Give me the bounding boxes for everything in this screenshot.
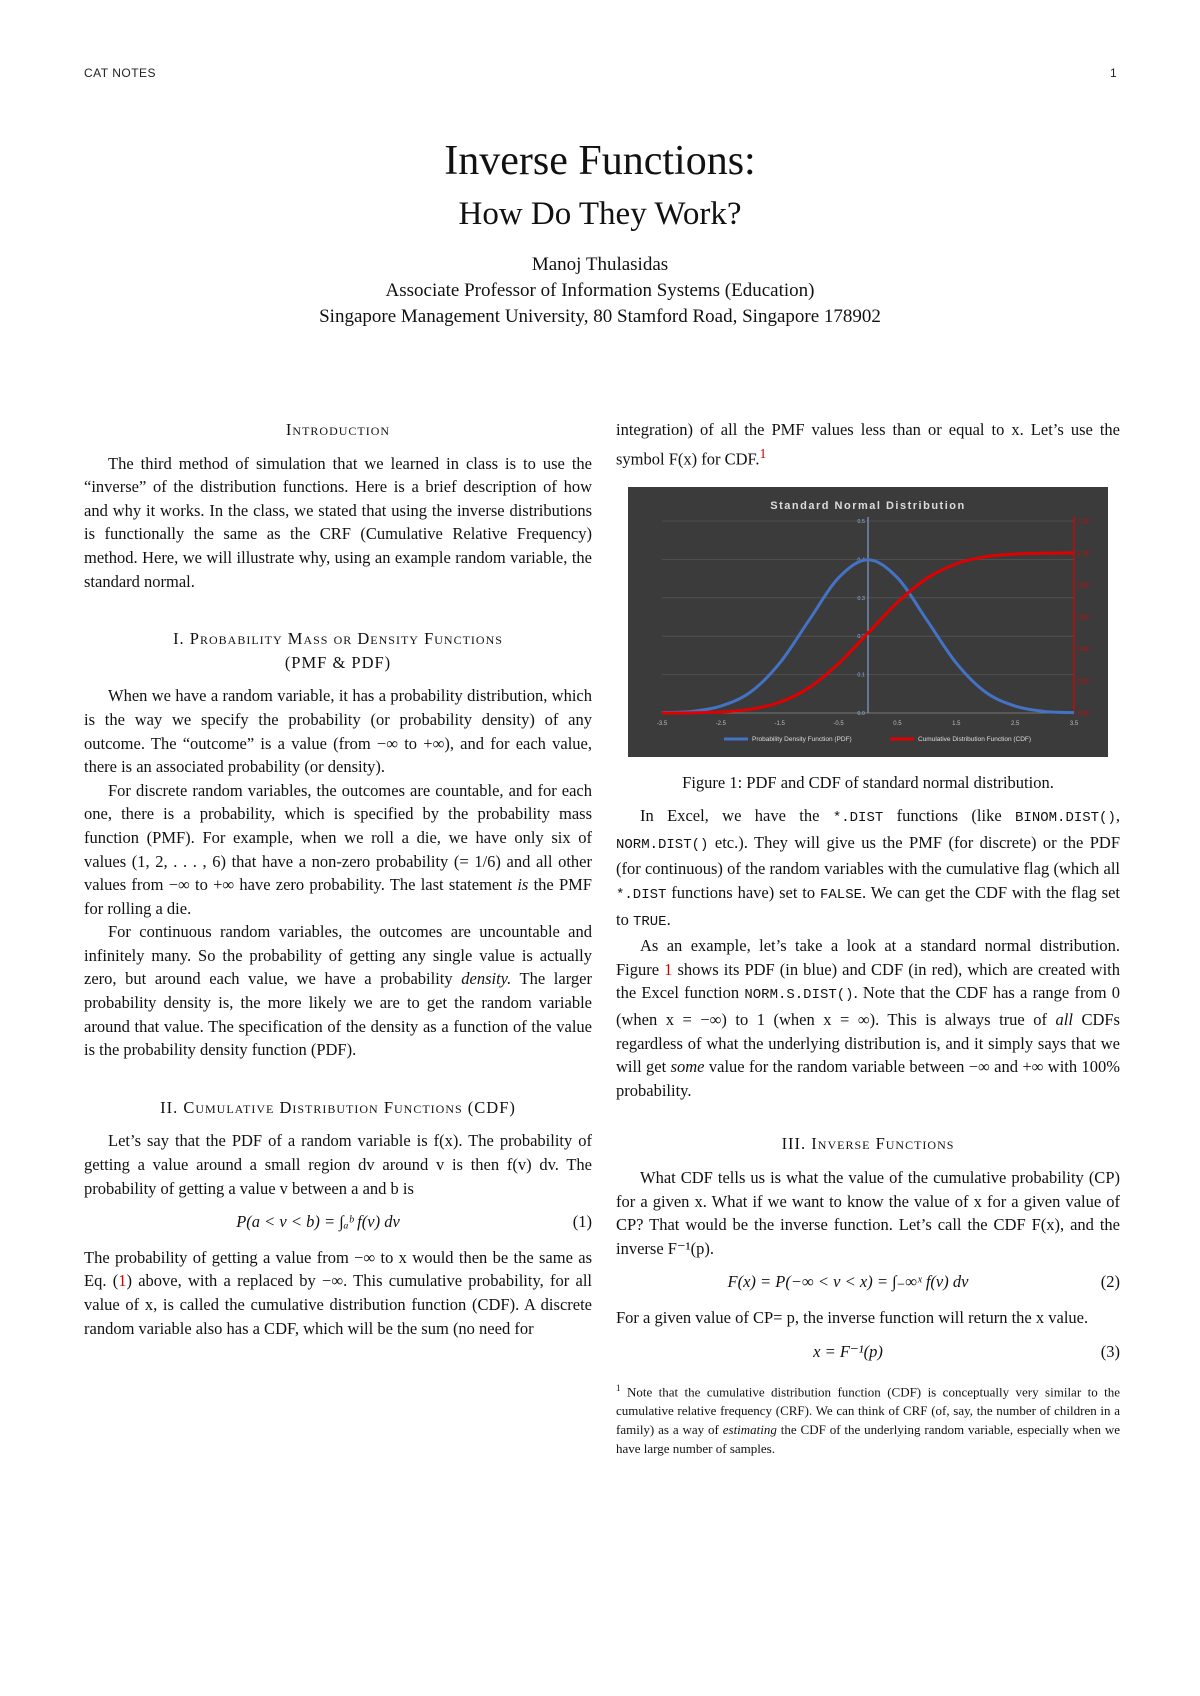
text-run: functions have) set to: [666, 883, 820, 903]
chart-title: Standard Normal Distribution: [770, 499, 966, 512]
equation-3-number: (3): [1100, 1341, 1120, 1361]
right-y-tick-label: 0.60: [1078, 614, 1089, 621]
running-header: CAT NOTES: [84, 66, 157, 80]
left-y-tick-label: 0.0: [857, 710, 865, 717]
text-run: .: [666, 909, 671, 929]
paragraph-cdf-symbol: [616, 418, 1120, 471]
paper-subtitle: How Do They Work?: [458, 196, 742, 232]
text-run: CDFs regardless of what the underlying distribution is, and it simply says that we will get: [616, 1010, 1120, 1077]
section-heading-1: I. Probability Mass or Density Functions: [173, 629, 503, 649]
code-text: NORM.DIST(): [616, 836, 709, 853]
text-run: etc.). They will give us the PMF (for discrete) or the PDF (for continuous) of the random variables with the cumulative flag (which all: [616, 832, 1120, 879]
emphasis-text: estimating: [722, 1422, 777, 1438]
legend-entry: Probability Density Function (PDF): [752, 735, 852, 743]
left-y-tick-label: 0.4: [857, 557, 865, 564]
x-tick-label: 1.5: [952, 720, 961, 727]
author-role: Associate Professor of Information Systems (Education): [385, 280, 815, 301]
right-column: [616, 418, 1120, 1458]
left-y-tick-label: 0.2: [857, 633, 865, 640]
left-column: [84, 418, 592, 1340]
paragraph-inverse: What CDF tells us is what the value of the cumulative probability (CP) for a given x. What if we want to know the value of x for a given value of CP? That would be the inverse function. Let’s call the CDF F(x), and the inverse F⁻¹(p).: [616, 1168, 1120, 1258]
left-y-tick-label: 0.5: [857, 518, 865, 525]
author-name: Manoj Thulasidas: [531, 254, 669, 275]
paragraph-pmf-intro: When we have a random variable, it has a probability distribution, which is the way we specify the probability (or probability density) of any outcome. The “outcome” is a value (from −∞ to +∞), and for each value, there is an associated probability (or density).: [84, 686, 592, 777]
text-run: the PMF for rolling a die.: [84, 875, 592, 918]
text-run: In Excel, we have the: [640, 806, 833, 826]
footnote-marker: 1: [616, 1383, 621, 1394]
text-run: The probability of getting a value from −∞ to x would then be the same as Eq. (: [84, 1247, 592, 1291]
paragraph-example: [616, 934, 1120, 1102]
text-run: The larger probability density is, the more likely we are to get the random variable around that value. The specification of the density as a function of the value is the probability density function (PDF).: [84, 969, 592, 1060]
code-text: FALSE: [819, 887, 862, 904]
text-run: ,: [1115, 806, 1120, 826]
right-y-tick-label: 0.00: [1078, 710, 1089, 717]
legend-entry: Cumulative Distribution Function (CDF): [918, 735, 1032, 743]
x-tick-label: 2.5: [1010, 720, 1020, 727]
paragraph-intro: The third method of simulation that we learned in class is to use the “inverse” of the distribution functions. Here is a brief description of how and why it works. In the class, we stated that using the inverse distributions is functionally the same as the CRF (Cumulative Relative Frequency) method. Here, we will illustrate why, using an example random variable, the standard normal.: [84, 453, 592, 591]
equation-1: [84, 1210, 592, 1234]
text-run: value for the random variable between −∞ and +∞ with 100% probability.: [616, 1057, 1120, 1100]
code-text: NORM.S.DIST(): [744, 987, 854, 1004]
left-y-tick-label: 0.3: [857, 595, 865, 602]
equation-1-number: (1): [572, 1212, 592, 1232]
x-tick-label: 0.5: [893, 720, 902, 727]
equation-ref-link[interactable]: 1: [118, 1271, 127, 1291]
code-text: TRUE: [632, 913, 667, 930]
paper-title: Inverse Functions:: [444, 138, 756, 184]
equation-3: [616, 1340, 1120, 1364]
equation-2: [616, 1270, 1120, 1294]
x-tick-label: -1.5: [774, 720, 785, 727]
figure-1: [616, 487, 1120, 795]
section-heading-introduction: Introduction: [285, 420, 391, 439]
page-number: 1: [1110, 66, 1118, 80]
section-heading-1-cont: (PMF & PDF): [284, 652, 392, 672]
emphasis-text: density.: [461, 969, 512, 989]
left-y-tick-label: 0.1: [857, 672, 865, 679]
title-block: [0, 134, 1200, 330]
emphasis-text: all: [1055, 1010, 1073, 1030]
code-text: BINOM.DIST(): [1015, 810, 1116, 827]
figure-caption: Figure 1: PDF and CDF of standard normal distribution.: [682, 772, 1054, 792]
text-run: For continuous random variables, the outcomes are uncountable and infinitely many. So the probability of getting any single value is actually zero, but around each value, we have a probability: [84, 922, 592, 989]
paragraph-excel: [616, 804, 1120, 934]
section-heading-3: III. Inverse Functions: [781, 1134, 955, 1154]
right-y-tick-label: 1.00: [1078, 550, 1089, 557]
equation-1-body: P(a < v < b) = ∫ₐᵇ f(v) dv: [236, 1212, 400, 1232]
x-tick-label: -0.5: [833, 720, 844, 727]
paragraph-discrete: [84, 779, 592, 921]
paragraph-inverse-return: For a given value of CP= p, the inverse function will return the x value.: [616, 1307, 1089, 1327]
author-affiliation: Singapore Management University, 80 Stamford Road, Singapore 178902: [319, 306, 881, 327]
right-y-tick-label: 0.40: [1078, 646, 1089, 653]
footnote-ref-link[interactable]: 1: [759, 445, 767, 461]
equation-2-number: (2): [1100, 1272, 1120, 1292]
paragraph-cdf-def: [84, 1246, 592, 1340]
text-run: the CDF of the underlying random variable, especially when we have large number of samples.: [616, 1422, 1120, 1457]
equation-2-body: F(x) = P(−∞ < v < x) = ∫₋∞ˣ f(v) dv: [727, 1272, 969, 1292]
text-run: As an example, let’s take a look at a standard normal distribution. Figure: [616, 936, 1120, 979]
footnote: [616, 1379, 1120, 1458]
x-tick-label: -2.5: [715, 720, 727, 727]
right-y-tick-label: 0.20: [1078, 678, 1089, 685]
right-y-tick-label: 1.20: [1078, 518, 1089, 525]
x-tick-label: 3.5: [1069, 720, 1079, 727]
equation-3-body: x = F⁻¹(p): [813, 1341, 883, 1361]
text-run: Note that the cumulative distribution function (CDF) is conceptually very similar to the cumulative relative frequency (CRF). We can think of CRF (of, say, the number of children in a family) as a way of: [616, 1384, 1121, 1438]
emphasis-text: some: [670, 1057, 705, 1077]
emphasis-text: is: [517, 875, 529, 895]
text-run: shows its PDF (in blue) and CDF (in red), which are created with the Excel function: [616, 959, 1120, 1003]
text-run: integration) of all the PMF values less than or equal to x. Let’s use the symbol F(x) for CDF.: [616, 420, 1120, 469]
figure-ref-link[interactable]: 1: [664, 959, 673, 979]
text-run: ) above, with a replaced by −∞. This cumulative probability, for all value of x, is called the cumulative distribution function (CDF). A discrete random variable also has a CDF, which will be the sum (no need for: [84, 1271, 592, 1338]
text-run: . Note that the CDF has a range from 0 (when x = −∞) to 1 (when x = ∞). This is always true of: [616, 983, 1120, 1030]
paragraph-cdf-intro: Let’s say that the PDF of a random variable is f(x). The probability of getting a value around a small region dv around v is then f(v) dv. The probability of getting a value v between a and b is: [84, 1131, 592, 1198]
text-run: functions (like: [883, 806, 1016, 826]
code-text: *.DIST: [832, 810, 884, 827]
text-run: For discrete random variables, the outcomes are countable, and for each one, there is a probability, which is specified by the probability mass function (PMF). For example, when we roll a die, we have only six of values (1, 2, . . . , 6) that have a non-zero probability (= 1/6) and all other values from −∞ to +∞ have zero probability. The last statement: [84, 780, 592, 895]
chart-standard-normal: [628, 487, 1108, 757]
code-text: *.DIST: [616, 887, 667, 904]
paragraph-continuous: [84, 920, 592, 1062]
text-run: . We can get the CDF with the flag set to: [616, 883, 1121, 929]
right-y-tick-label: 0.80: [1078, 582, 1089, 589]
x-tick-label: -3.5: [656, 720, 668, 727]
section-heading-2: II. Cumulative Distribution Functions (CDF): [160, 1097, 516, 1117]
